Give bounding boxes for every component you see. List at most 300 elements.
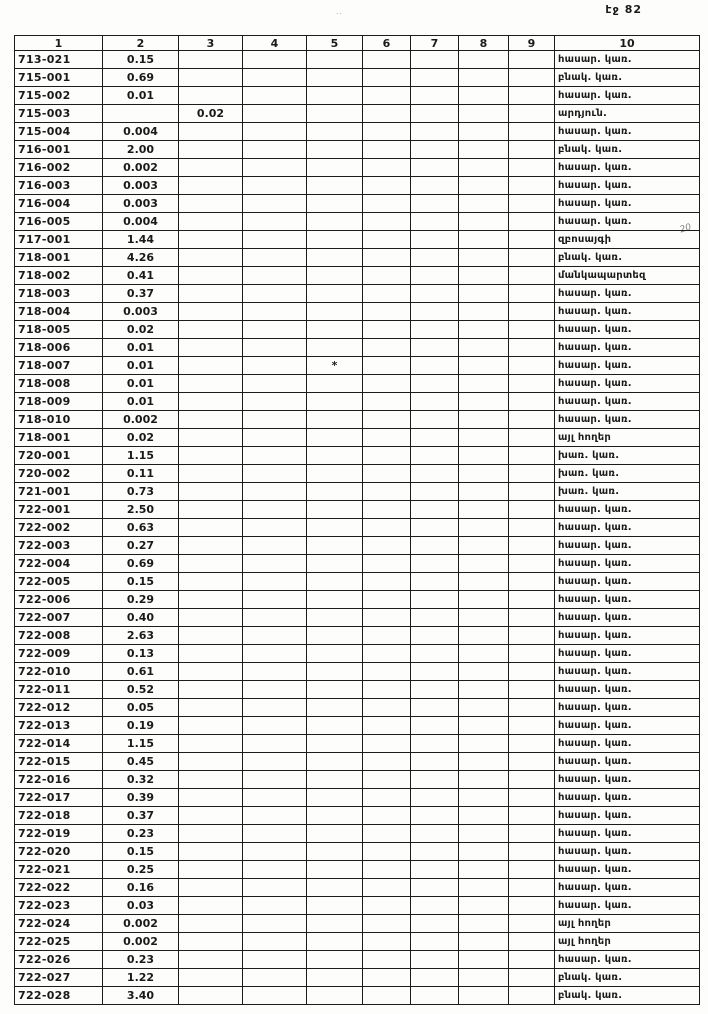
cell-empty — [243, 51, 307, 69]
cell-empty — [307, 411, 363, 429]
cell-value: 0.01 — [103, 393, 179, 411]
cell-empty — [459, 609, 509, 627]
cell-empty — [179, 303, 243, 321]
cell-value: 3.40 — [103, 987, 179, 1005]
cell-landuse: բնակ. կառ. — [555, 987, 700, 1005]
cell-empty — [509, 447, 555, 465]
cell-empty — [509, 465, 555, 483]
cell-empty — [363, 699, 411, 717]
cell-empty — [179, 933, 243, 951]
column-header: 3 — [179, 36, 243, 51]
cell-code: 718-001 — [15, 429, 103, 447]
cell-empty — [509, 555, 555, 573]
cell-empty — [459, 555, 509, 573]
cell-empty — [363, 681, 411, 699]
cell-value: 1.22 — [103, 969, 179, 987]
table-row — [15, 699, 700, 717]
cell-code: 718-008 — [15, 375, 103, 393]
cell-code: 722-012 — [15, 699, 103, 717]
cell-empty — [459, 789, 509, 807]
cell-empty — [459, 303, 509, 321]
table-row — [15, 663, 700, 681]
cell-empty — [243, 249, 307, 267]
cell-empty — [307, 717, 363, 735]
cell-empty — [363, 69, 411, 87]
column-header: 6 — [363, 36, 411, 51]
cell-empty — [411, 861, 459, 879]
cell-empty — [179, 663, 243, 681]
cell-empty — [243, 141, 307, 159]
cell-code: 722-009 — [15, 645, 103, 663]
cell-code: 715-002 — [15, 87, 103, 105]
cell-code: 722-002 — [15, 519, 103, 537]
cell-code: 722-024 — [15, 915, 103, 933]
cell-empty — [363, 825, 411, 843]
table-row — [15, 465, 700, 483]
cell-landuse: հասար. կառ. — [555, 771, 700, 789]
cell-empty — [307, 555, 363, 573]
cell-empty — [243, 375, 307, 393]
cell-empty — [459, 195, 509, 213]
cell-empty — [179, 735, 243, 753]
cell-empty — [363, 987, 411, 1005]
cell-empty — [509, 303, 555, 321]
cell-value: 0.29 — [103, 591, 179, 609]
cell-landuse: հասար. կառ. — [555, 393, 700, 411]
cell-empty — [459, 357, 509, 375]
cell-landuse: հասար. կառ. — [555, 159, 700, 177]
cell-code: 722-011 — [15, 681, 103, 699]
cell-empty — [243, 177, 307, 195]
cell-empty — [179, 429, 243, 447]
cell-empty — [307, 501, 363, 519]
cell-empty — [363, 933, 411, 951]
cell-landuse: հասար. կառ. — [555, 321, 700, 339]
table-row — [15, 447, 700, 465]
cell-empty — [307, 789, 363, 807]
cell-empty — [243, 645, 307, 663]
cell-empty — [179, 681, 243, 699]
cell-empty — [307, 267, 363, 285]
cell-empty — [509, 285, 555, 303]
cell-landuse: հասար. կառ. — [555, 177, 700, 195]
table-row — [15, 915, 700, 933]
table-row — [15, 231, 700, 249]
cell-empty — [509, 933, 555, 951]
cell-empty — [363, 447, 411, 465]
cell-landuse: հասար. կառ. — [555, 411, 700, 429]
cell-empty — [411, 213, 459, 231]
cell-value: 0.37 — [103, 807, 179, 825]
cell-empty — [509, 501, 555, 519]
cell-code: 718-007 — [15, 357, 103, 375]
cell-landuse: հասար. կառ. — [555, 213, 700, 231]
cell-code: 722-008 — [15, 627, 103, 645]
cell-empty — [509, 717, 555, 735]
cell-value: 0.003 — [103, 177, 179, 195]
cell-empty — [307, 735, 363, 753]
cell-code: 722-023 — [15, 897, 103, 915]
cell-value: 0.69 — [103, 69, 179, 87]
cell-landuse: հասար. կառ. — [555, 663, 700, 681]
cell-empty — [243, 735, 307, 753]
cell-value: 0.002 — [103, 411, 179, 429]
cell-code: 718-009 — [15, 393, 103, 411]
cell-value: 0.004 — [103, 213, 179, 231]
cell-empty — [411, 951, 459, 969]
cell-code: 713-021 — [15, 51, 103, 69]
cell-empty — [307, 645, 363, 663]
cell-empty — [509, 573, 555, 591]
cell-empty — [307, 861, 363, 879]
cell-code: 715-003 — [15, 105, 103, 123]
cell-empty — [509, 807, 555, 825]
cell-empty — [243, 591, 307, 609]
cell-value: 0.003 — [103, 195, 179, 213]
cell-empty — [307, 465, 363, 483]
cell-empty — [179, 501, 243, 519]
table-row — [15, 573, 700, 591]
cell-empty — [363, 339, 411, 357]
cell-empty — [307, 249, 363, 267]
cell-landuse: հասար. կառ. — [555, 699, 700, 717]
cell-empty — [307, 843, 363, 861]
cell-empty — [509, 681, 555, 699]
cell-empty — [459, 591, 509, 609]
cell-code: 720-002 — [15, 465, 103, 483]
cell-empty — [411, 411, 459, 429]
cell-value: 0.01 — [103, 87, 179, 105]
cell-empty — [179, 897, 243, 915]
cell-empty — [411, 267, 459, 285]
cell-empty — [363, 915, 411, 933]
cell-empty — [179, 717, 243, 735]
cell-empty — [243, 879, 307, 897]
cell-code: 722-022 — [15, 879, 103, 897]
cell-value: 0.37 — [103, 285, 179, 303]
cell-empty — [411, 753, 459, 771]
cell-empty — [459, 249, 509, 267]
cell-landuse: հասար. կառ. — [555, 609, 700, 627]
cell-landuse: հասար. կառ. — [555, 303, 700, 321]
cell-code: 722-013 — [15, 717, 103, 735]
cell-code: 722-018 — [15, 807, 103, 825]
cell-empty — [307, 771, 363, 789]
cell-empty — [459, 843, 509, 861]
cell-landuse: խառ. կառ. — [555, 465, 700, 483]
cell-landuse: մանկապարտեզ — [555, 267, 700, 285]
cell-empty — [363, 249, 411, 267]
cell-empty — [243, 789, 307, 807]
cell-value: 0.002 — [103, 933, 179, 951]
cell-empty — [509, 411, 555, 429]
cell-empty — [243, 285, 307, 303]
cell-empty — [363, 807, 411, 825]
cell-empty — [411, 969, 459, 987]
cell-code: 722-014 — [15, 735, 103, 753]
cell-empty — [363, 411, 411, 429]
cell-empty — [243, 717, 307, 735]
table-row — [15, 141, 700, 159]
cell-empty — [363, 213, 411, 231]
cell-empty — [509, 357, 555, 375]
cell-value: 0.32 — [103, 771, 179, 789]
cell-empty — [411, 807, 459, 825]
cell-empty — [411, 69, 459, 87]
cell-empty — [179, 393, 243, 411]
cell-empty — [459, 393, 509, 411]
cell-empty — [509, 231, 555, 249]
cell-empty — [243, 807, 307, 825]
cell-empty — [459, 177, 509, 195]
cell-empty — [307, 663, 363, 681]
cell-empty — [411, 735, 459, 753]
cell-empty — [179, 771, 243, 789]
cell-empty — [307, 429, 363, 447]
cell-empty — [509, 429, 555, 447]
cell-code: 716-001 — [15, 141, 103, 159]
cell-empty — [459, 573, 509, 591]
cell-empty — [411, 429, 459, 447]
cell-empty — [459, 501, 509, 519]
cell-code: 717-001 — [15, 231, 103, 249]
cell-value: 2.00 — [103, 141, 179, 159]
cell-empty — [243, 537, 307, 555]
cell-value — [103, 105, 179, 123]
cell-empty — [411, 375, 459, 393]
cell-empty — [411, 339, 459, 357]
cell-empty — [363, 159, 411, 177]
cell-empty — [243, 609, 307, 627]
cell-empty — [459, 105, 509, 123]
cell-value: 0.15 — [103, 843, 179, 861]
cell-empty — [243, 411, 307, 429]
table-row — [15, 609, 700, 627]
cell-empty — [459, 69, 509, 87]
cell-empty — [363, 105, 411, 123]
cell-empty — [179, 987, 243, 1005]
cell-empty — [411, 591, 459, 609]
cell-empty — [509, 339, 555, 357]
table-row — [15, 933, 700, 951]
cell-empty — [179, 339, 243, 357]
cell-empty — [179, 645, 243, 663]
cell-empty — [307, 807, 363, 825]
table-row — [15, 843, 700, 861]
cell-code: 715-001 — [15, 69, 103, 87]
cell-empty — [243, 663, 307, 681]
cell-landuse: հասար. կառ. — [555, 123, 700, 141]
cell-landuse: հասար. կառ. — [555, 753, 700, 771]
cell-empty — [459, 213, 509, 231]
cell-value: 0.002 — [103, 159, 179, 177]
cell-empty — [411, 987, 459, 1005]
cell-value: 0.11 — [103, 465, 179, 483]
cell-value: 0.16 — [103, 879, 179, 897]
cell-code: 718-005 — [15, 321, 103, 339]
cell-empty — [459, 663, 509, 681]
cell-empty — [411, 663, 459, 681]
cell-empty — [411, 483, 459, 501]
cell-empty — [509, 843, 555, 861]
cell-empty — [307, 393, 363, 411]
cell-empty — [411, 573, 459, 591]
cell-empty — [459, 87, 509, 105]
cell-empty — [179, 411, 243, 429]
cell-empty — [179, 177, 243, 195]
cell-empty — [307, 303, 363, 321]
table-header-row — [15, 36, 700, 51]
table-row — [15, 753, 700, 771]
cell-empty — [411, 357, 459, 375]
cell-landuse: այլ հողեր — [555, 933, 700, 951]
table-row — [15, 375, 700, 393]
cell-empty — [411, 285, 459, 303]
cell-empty — [459, 159, 509, 177]
cell-empty — [179, 285, 243, 303]
handwritten-margin-note: 20 — [678, 222, 693, 236]
cell-empty — [307, 915, 363, 933]
cell-empty — [459, 735, 509, 753]
cell-empty — [509, 375, 555, 393]
cell-landuse: հասար. կառ. — [555, 951, 700, 969]
cell-landuse: հասար. կառ. — [555, 645, 700, 663]
cell-empty — [509, 213, 555, 231]
cell-landuse: հասար. կառ. — [555, 735, 700, 753]
cell-landuse: հասար. կառ. — [555, 501, 700, 519]
cell-empty — [179, 141, 243, 159]
cell-value: 0.40 — [103, 609, 179, 627]
cell-landuse: այլ հողեր — [555, 429, 700, 447]
cell-empty — [363, 573, 411, 591]
cell-empty — [509, 159, 555, 177]
column-header: 4 — [243, 36, 307, 51]
cell-empty — [243, 465, 307, 483]
cell-empty — [179, 213, 243, 231]
cell-empty — [459, 285, 509, 303]
cell-empty — [243, 447, 307, 465]
cell-code: 721-001 — [15, 483, 103, 501]
table-row — [15, 429, 700, 447]
cell-empty — [179, 825, 243, 843]
cell-empty — [411, 177, 459, 195]
cell-empty — [459, 411, 509, 429]
cell-empty — [459, 123, 509, 141]
cell-landuse: այլ հողեր — [555, 915, 700, 933]
cell-empty — [363, 897, 411, 915]
cell-landuse: զբոսայգի — [555, 231, 700, 249]
cell-empty — [411, 195, 459, 213]
table-row — [15, 897, 700, 915]
cell-empty — [363, 951, 411, 969]
cell-empty — [307, 285, 363, 303]
cell-empty — [307, 213, 363, 231]
cell-empty — [411, 51, 459, 69]
cell-empty — [363, 879, 411, 897]
table-row — [15, 627, 700, 645]
cell-empty — [307, 177, 363, 195]
cell-empty — [363, 969, 411, 987]
cell-empty — [459, 645, 509, 663]
cell-empty — [363, 303, 411, 321]
cell-empty — [243, 159, 307, 177]
cell-empty — [363, 375, 411, 393]
table-row — [15, 717, 700, 735]
cell-empty — [179, 123, 243, 141]
table-row — [15, 987, 700, 1005]
cell-landuse: հասար. կառ. — [555, 897, 700, 915]
cell-code: 718-001 — [15, 249, 103, 267]
cell-empty — [307, 87, 363, 105]
cell-landuse: հասար. կառ. — [555, 861, 700, 879]
cell-code: 722-017 — [15, 789, 103, 807]
cell-code: 718-010 — [15, 411, 103, 429]
cell-value: 2.50 — [103, 501, 179, 519]
cell-empty — [307, 681, 363, 699]
cell-value: 0.01 — [103, 375, 179, 393]
cell-empty — [411, 159, 459, 177]
cell-empty — [363, 663, 411, 681]
cell-value: 0.15 — [103, 51, 179, 69]
cell-empty — [243, 303, 307, 321]
cell-code: 722-020 — [15, 843, 103, 861]
cell-empty — [411, 645, 459, 663]
cell-empty — [411, 699, 459, 717]
cell-empty — [179, 753, 243, 771]
cell-value: 0.19 — [103, 717, 179, 735]
cell-empty — [363, 627, 411, 645]
cell-empty — [363, 609, 411, 627]
cell-empty — [243, 843, 307, 861]
cell-empty — [363, 123, 411, 141]
cell-empty — [243, 555, 307, 573]
cell-empty — [411, 123, 459, 141]
cell-empty — [179, 951, 243, 969]
cell-landuse: բնակ. կառ. — [555, 969, 700, 987]
cell-value: 0.52 — [103, 681, 179, 699]
cell-value: 1.44 — [103, 231, 179, 249]
cell-empty — [243, 87, 307, 105]
table-row — [15, 555, 700, 573]
cell-empty — [509, 699, 555, 717]
cell-empty — [243, 105, 307, 123]
column-header: 5 — [307, 36, 363, 51]
cell-code: 722-019 — [15, 825, 103, 843]
cell-empty — [509, 69, 555, 87]
cell-empty — [307, 105, 363, 123]
cell-empty — [459, 771, 509, 789]
cell-landuse: բնակ. կառ. — [555, 69, 700, 87]
cell-empty — [411, 303, 459, 321]
scanned-table — [14, 35, 700, 1005]
cell-empty — [307, 627, 363, 645]
cell-empty — [411, 231, 459, 249]
cell-landuse: հասար. կառ. — [555, 573, 700, 591]
cell-empty — [509, 249, 555, 267]
cell-landuse: հասար. կառ. — [555, 195, 700, 213]
cell-landuse: հասար. կառ. — [555, 591, 700, 609]
cell-empty — [307, 753, 363, 771]
cell-value: 0.002 — [103, 915, 179, 933]
table-row — [15, 105, 700, 123]
cell-empty — [363, 357, 411, 375]
cell-empty — [363, 717, 411, 735]
column-header: 10 — [555, 36, 700, 51]
cell-code: 722-006 — [15, 591, 103, 609]
column-header: 9 — [509, 36, 555, 51]
cell-empty — [307, 519, 363, 537]
cell-empty — [179, 843, 243, 861]
